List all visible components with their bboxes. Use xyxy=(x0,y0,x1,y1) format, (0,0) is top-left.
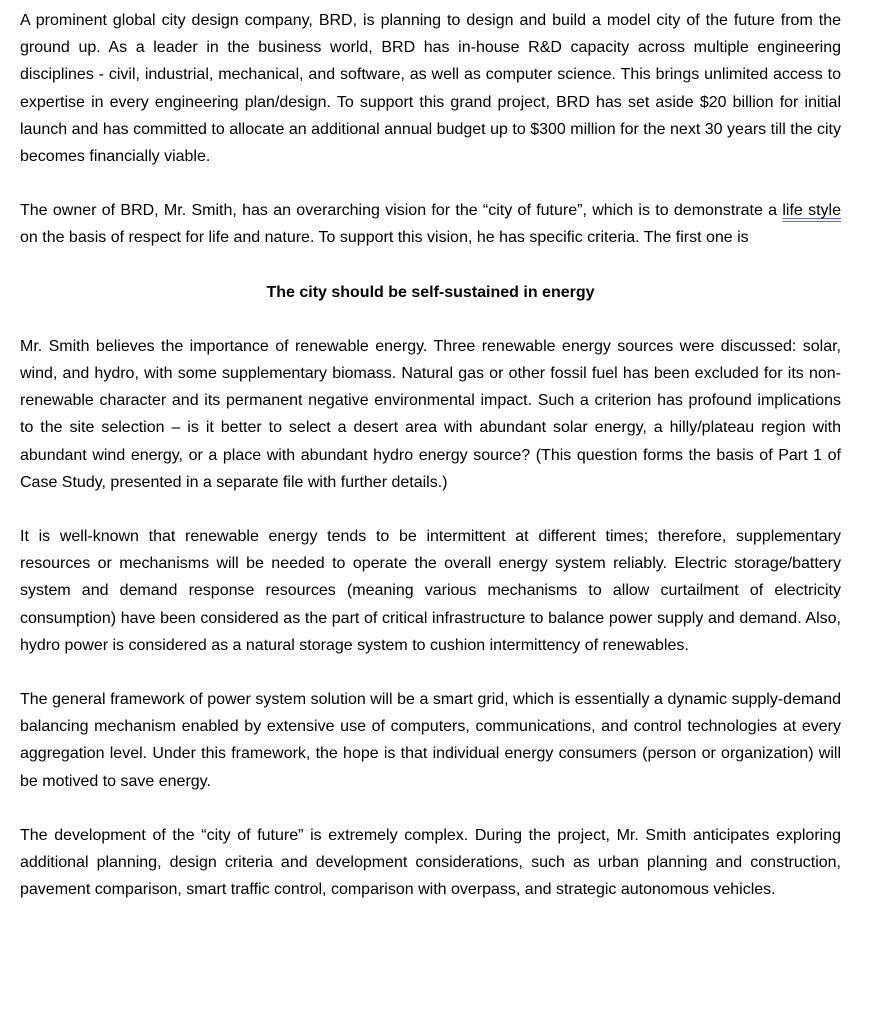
paragraph-spacer xyxy=(20,659,841,686)
paragraph-intermittency: It is well-known that renewable energy tends to be intermittent at different times; therefore, supplementary resources or mechanisms will be needed to operate the overall energy system reliably. Electric storage/battery system and demand response resources (meaning various mechanisms to allow curtailment of electricity consumption) have been considered as the part of critical infrastructure to balance power supply and demand. Also, hydro power is considered as a natural storage system to cushion intermittency of renewables. xyxy=(20,528,841,654)
paragraph-renewables: Mr. Smith believes the importance of renewable energy. Three renewable energy sources were discussed: solar, wind, and hydro, with some supplementary biomass. Natural gas or other fossil fuel has been excluded for its non-renewable character and its permanent negative environmental impact. Such a criterion has profound implications to the site selection – is it better to select a desert area with abundant solar energy, a hilly/plateau region with abundant wind energy, or a place with abundant hydro energy source? (This question forms the basis of Part 1 of Case Study, presented in a separate file with further details.) xyxy=(20,337,841,491)
paragraph-development: The development of the “city of future” is extremely complex. During the project, Mr. Smith anticipates exploring additional planning, design criteria and development considerations, such as urban planning and construction, pavement comparison, smart traffic control, comparison with overpass, and strategic autonomous vehicles. xyxy=(20,826,841,899)
criterion-heading: The city should be self-sustained in energy xyxy=(266,283,595,301)
grammar-flagged-phrase[interactable]: life style xyxy=(782,202,842,220)
paragraph-smart-grid: The general framework of power system solution will be a smart grid, which is essentially a dynamic supply-demand balancing mechanism enabled by extensive use of computers, communications, and control technologies at every aggregation level. Under this framework, the hope is that individual energy consumers (person or organization) will be motived to save energy. xyxy=(20,691,841,790)
vision-text-end: on the basis of respect for life and nature. To support this vision, he has specific criteria. The first one is xyxy=(20,229,749,247)
paragraph-spacer xyxy=(20,252,841,279)
paragraph-spacer xyxy=(20,170,841,197)
vision-text-start: The owner of BRD, Mr. Smith, has an overarching vision for the “city of future”, which is to demonstrate a xyxy=(20,202,783,220)
paragraph-intro: A prominent global city design company, BRD, is planning to design and build a model city of the future from the ground up. As a leader in the business world, BRD has in-house R&D capacity across multiple engineering disciplines - civil, industrial, mechanical, and software, as well as computer science. This brings unlimited access to expertise in every engineering plan/design. To support this grand project, BRD has set aside $20 billion for initial launch and has committed to allocate an additional annual budget up to $300 million for the next 30 years till the city becomes financially viable. xyxy=(20,12,841,166)
paragraph-spacer xyxy=(20,795,841,822)
paragraph-vision xyxy=(20,197,841,251)
paragraph-spacer xyxy=(20,306,841,333)
paragraph-spacer xyxy=(20,496,841,523)
document-body xyxy=(20,7,841,903)
